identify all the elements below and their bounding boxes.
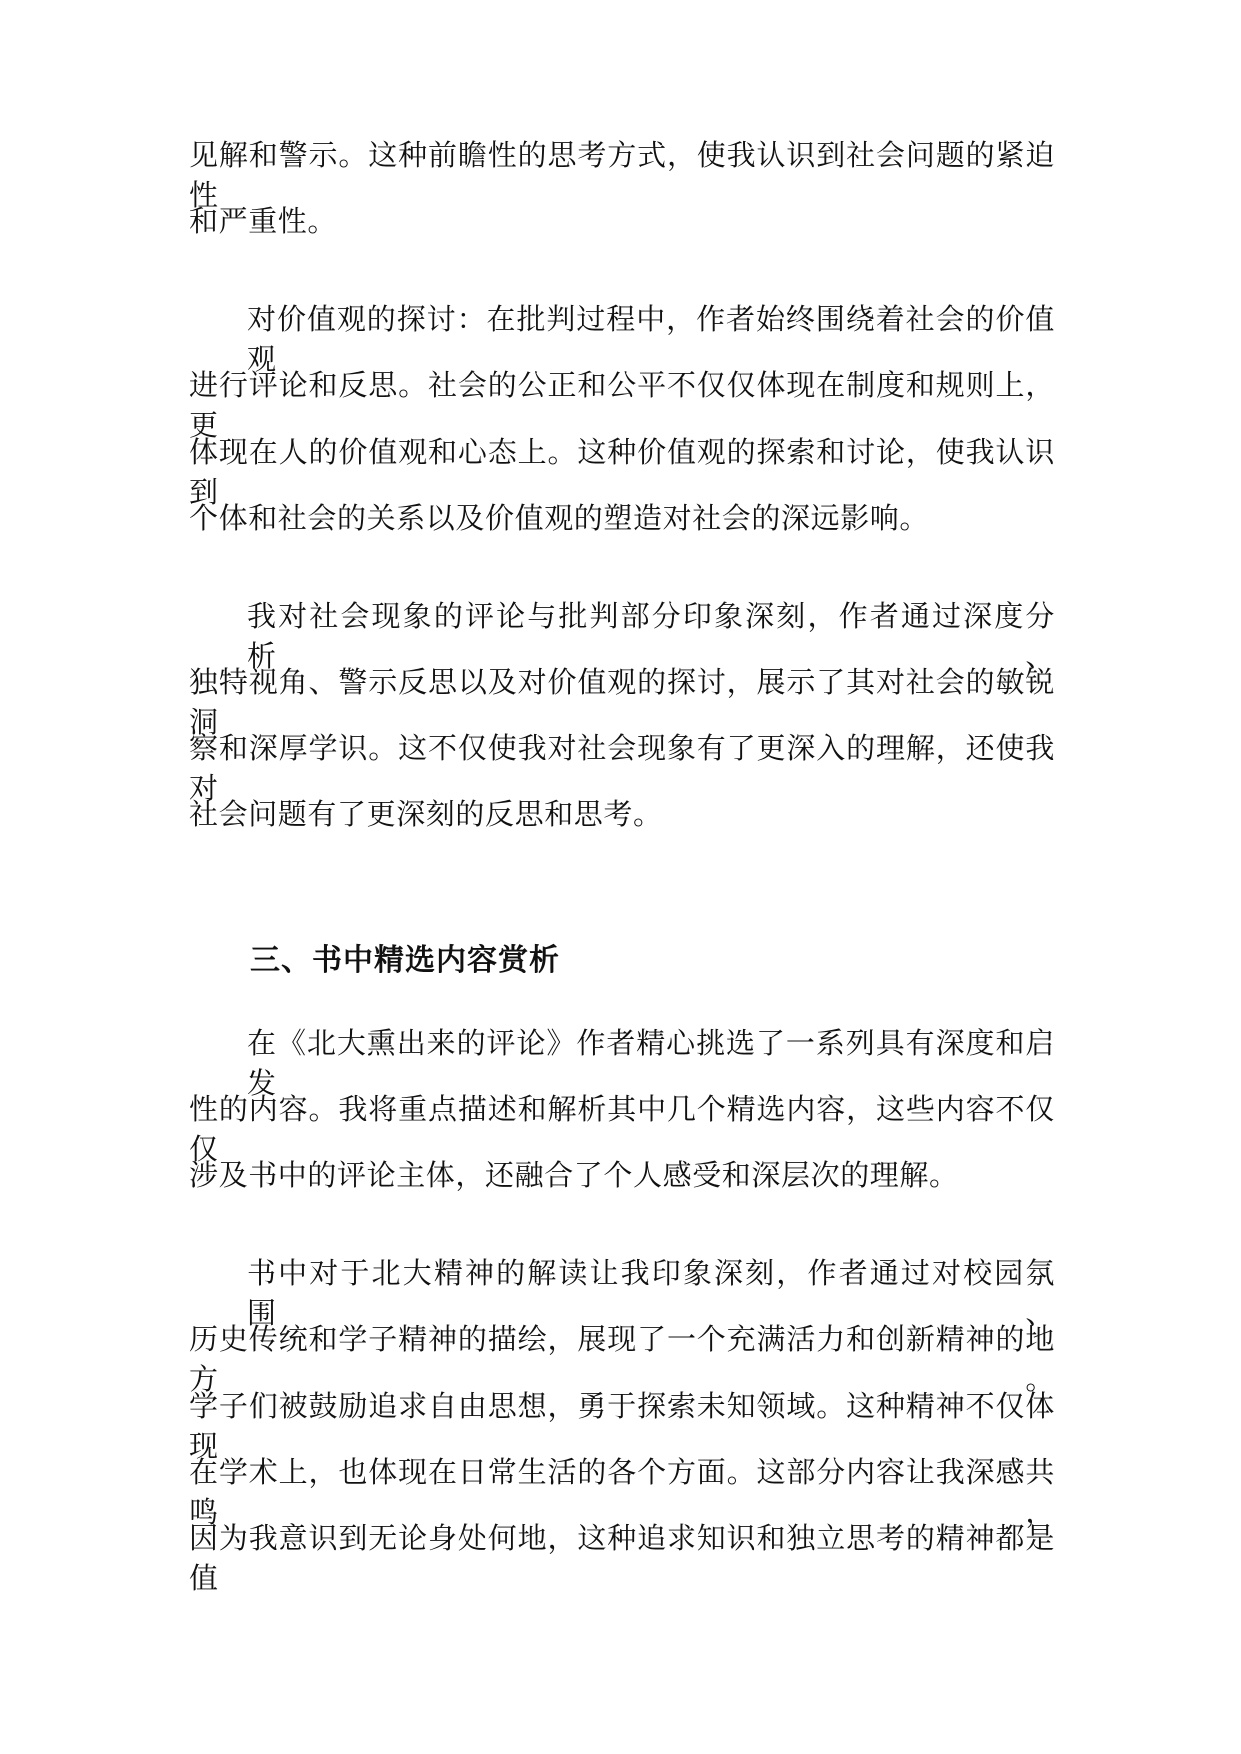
text-line: 学子们被鼓励追求自由思想，勇于探索未知领域。这种精神不仅体现 bbox=[189, 1389, 1055, 1463]
paragraph-start-line: 对价值观的探讨：在批判过程中，作者始终围绕着社会的价值观 bbox=[247, 302, 1055, 376]
text-line: 历史传统和学子精神的描绘，展现了一个充满活力和创新精神的地方。 bbox=[189, 1322, 1055, 1396]
text-line: 独特视角、警示反思以及对价值观的探讨，展示了其对社会的敏锐洞 bbox=[189, 665, 1055, 739]
section-heading: 三、书中精选内容赏析 bbox=[250, 943, 560, 978]
paragraph-start-line: 在《北大熏出来的评论》作者精心挑选了一系列具有深度和启发 bbox=[247, 1026, 1055, 1100]
text-line: 和严重性。 bbox=[189, 204, 338, 238]
text-line: 个体和社会的关系以及价值观的塑造对社会的深远影响。 bbox=[189, 501, 930, 535]
text-line: 见解和警示。这种前瞻性的思考方式，使我认识到社会问题的紧迫性 bbox=[189, 138, 1055, 212]
paragraph-start-line: 我对社会现象的评论与批判部分印象深刻，作者通过深度分析、 bbox=[247, 599, 1055, 673]
text-line: 进行评论和反思。社会的公正和公平不仅仅体现在制度和规则上，更 bbox=[189, 368, 1055, 442]
text-line: 涉及书中的评论主体，还融合了个人感受和深层次的理解。 bbox=[189, 1158, 959, 1192]
text-line: 性的内容。我将重点描述和解析其中几个精选内容，这些内容不仅仅 bbox=[189, 1092, 1055, 1166]
text-line: 体现在人的价值观和心态上。这种价值观的探索和讨论，使我认识到 bbox=[189, 435, 1055, 509]
text-line: 察和深厚学识。这不仅使我对社会现象有了更深入的理解，还使我对 bbox=[189, 731, 1055, 805]
paragraph-start-line: 书中对于北大精神的解读让我印象深刻，作者通过对校园氛围、 bbox=[247, 1256, 1055, 1330]
text-line: 因为我意识到无论身处何地，这种追求知识和独立思考的精神都是值 bbox=[189, 1521, 1055, 1595]
text-line: 在学术上，也体现在日常生活的各个方面。这部分内容让我深感共鸣， bbox=[189, 1455, 1055, 1529]
text-line: 社会问题有了更深刻的反思和思考。 bbox=[189, 797, 663, 831]
